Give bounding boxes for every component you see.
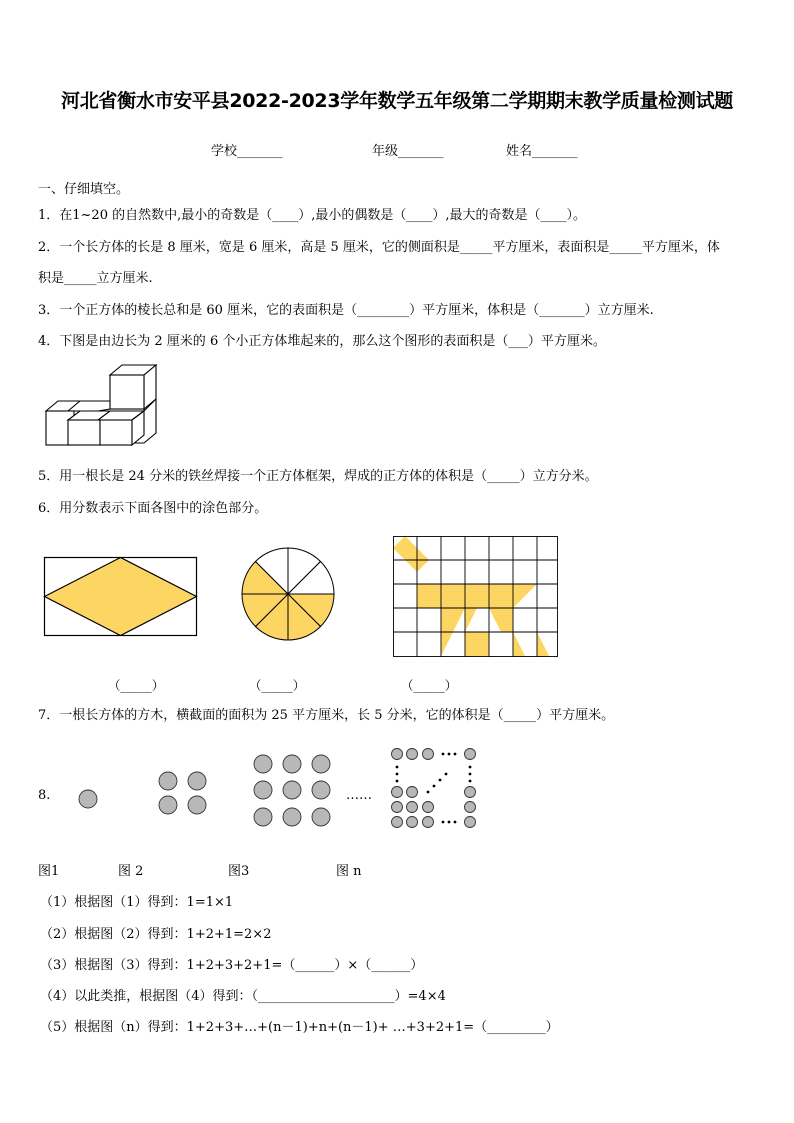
grid-shape-figure — [393, 536, 558, 657]
ellipsis: …… — [346, 788, 372, 803]
question-5: 5．用一根长是 24 分米的铁丝焊接一个正方体框架，焊成的正方体的体积是（_____）立方分米。 — [38, 469, 598, 484]
page-title: 河北省衡水市安平县2022-2023学年数学五年级第二学期期末教学质量检测试题 — [61, 90, 733, 112]
circle-fraction-figure — [240, 546, 336, 642]
q8-item-4: （4）以此类推，根据图（4）得到：（_____________________）=4×4 — [40, 989, 446, 1004]
question-2-cont: 积是_____立方厘米. — [38, 271, 153, 286]
question-1: 1．在1~20 的自然数中,最小的奇数是（____）,最小的偶数是（____）,最大的奇数是（____）。 — [38, 208, 587, 223]
rhombus-rectangle-figure — [44, 557, 197, 636]
answer-blank-1[interactable]: （_____） — [108, 678, 165, 693]
caption-fign: 图 n — [336, 864, 362, 879]
name-field: 姓名_______ — [506, 144, 578, 159]
question-2: 2．一个长方体的长是 8 厘米，宽是 6 厘米，高是 5 厘米，它的侧面积是_____平方厘米，表面积是_____平方厘米，体 — [38, 240, 720, 255]
school-field: 学校_______ — [211, 144, 283, 159]
q8-item-5: （5）根据图（n）得到：1+2+3+…+(n－1)+n+(n－1)+ …+3+2+1=（_________） — [40, 1020, 559, 1035]
caption-fig2: 图 2 — [118, 864, 144, 879]
caption-fig3: 图3 — [228, 864, 250, 879]
section-heading: 一、仔细填空。 — [38, 182, 130, 197]
answer-blank-2[interactable]: （_____） — [249, 678, 306, 693]
question-4: 4．下图是由边长为 2 厘米的 6 个小正方体堆起来的，那么这个图形的表面积是（___）平方厘米。 — [38, 334, 606, 349]
caption-fig1: 图1 — [38, 864, 60, 879]
question-7: 7．一根长方体的方木，横截面的面积为 25 平方厘米，长 5 分米，它的体积是（_____）平方厘米。 — [38, 708, 615, 723]
dot-pattern-figure — [70, 744, 480, 834]
answer-blank-3[interactable]: （_____） — [401, 678, 458, 693]
question-6: 6．用分数表示下面各图中的涂色部分。 — [38, 501, 268, 516]
grade-field: 年级_______ — [372, 144, 444, 159]
question-8-number: 8. — [38, 788, 51, 803]
q8-item-1: （1）根据图（1）得到：1=1×1 — [40, 895, 234, 910]
q8-item-2: （2）根据图（2）得到：1+2+1=2×2 — [40, 927, 272, 942]
q8-item-3: （3）根据图（3）得到：1+2+3+2+1=（______）×（______） — [40, 958, 424, 973]
cube-stack-figure — [40, 363, 160, 448]
question-3: 3．一个正方体的棱长总和是 60 厘米，它的表面积是（________）平方厘米，体积是（_______）立方厘米. — [38, 303, 654, 318]
